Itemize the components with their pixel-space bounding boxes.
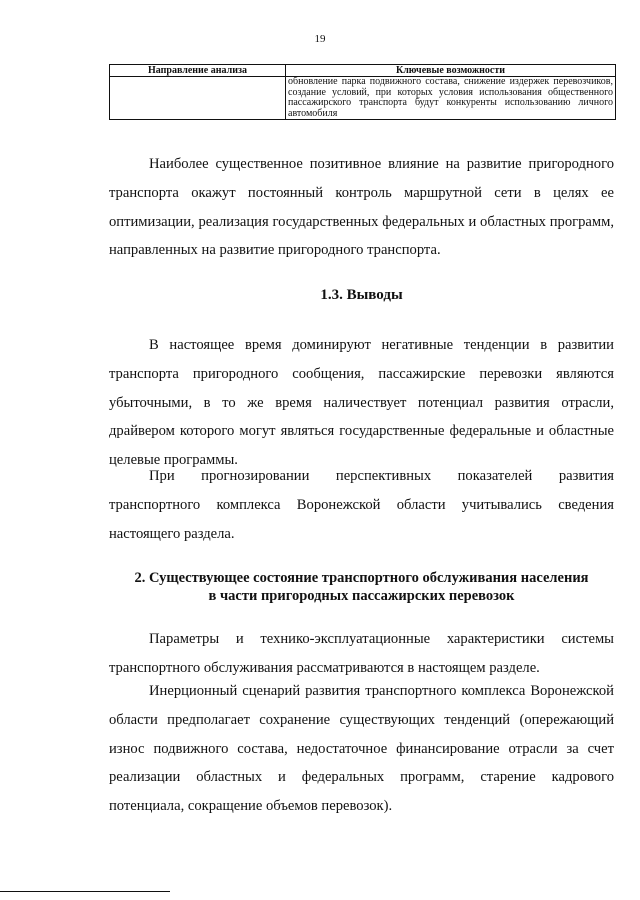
section-heading-current-state xyxy=(109,569,614,605)
table-cell-opportunities: обновление парка подвижного состава, снижение издержек перевозчиков, создание условий, при которых условия использования общественного пассажирского транспорта будут конкуренты использованию личного автомобиля xyxy=(286,77,616,120)
paragraph-negative-trends: В настоящее время доминируют негативные тенденции в развитии транспорта пригородного сообщения, пассажирские перевозки являются убыточными, в то же время наличествует потенциал развития отрасли, драйвером которого могут являться государственные федеральные и областные целевые программы. xyxy=(109,337,614,469)
table-header-opportunities: Ключевые возможности xyxy=(286,65,616,77)
paragraph-forecasting: При прогнозировании перспективных показателей развития транспортного комплекса Воронежской области учитывались сведения настоящего раздела. xyxy=(109,468,614,542)
table-header-row xyxy=(110,65,616,77)
section-heading-conclusions: 1.3. Выводы xyxy=(320,287,403,303)
section-heading-line-2: в части пригородных пассажирских перевозок xyxy=(208,588,515,604)
section-heading-line-1: 2. Существующее состояние транспортного обслуживания населения xyxy=(134,570,589,586)
paragraph-suburban-transport-impact: Наиболее существенное позитивное влияние на развитие пригородного транспорта окажут постоянный контроль маршрутной сети в целях ее оптимизации, реализация государственных федеральных и областных программ, направленных на развитие пригородного транспорта. xyxy=(109,156,614,259)
analysis-table xyxy=(109,64,616,120)
footnote-divider xyxy=(0,891,170,892)
table-row xyxy=(110,77,616,120)
paragraph-inertial-scenario: Инерционный сценарий развития транспортного комплекса Воронежской области предполагает сохранение существующих тенденций (опережающий износ подвижного состава, недостаточное финансирование отрасли за счет реализации областных и федеральных программ, старение кадрового потенциала, сокращение объемов перевозок). xyxy=(109,683,614,815)
paragraph-parameters: Параметры и технико-эксплуатационные характеристики системы транспортного обслуживания рассматриваются в настоящем разделе. xyxy=(109,631,614,676)
table-cell-direction xyxy=(110,77,286,120)
table-header-direction: Направление анализа xyxy=(110,65,286,77)
page-number: 19 xyxy=(314,33,326,45)
